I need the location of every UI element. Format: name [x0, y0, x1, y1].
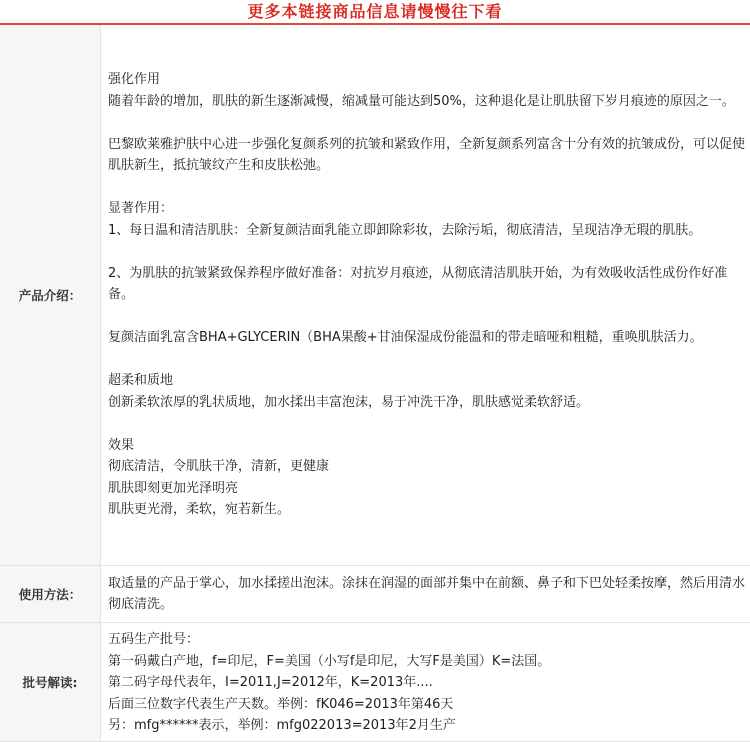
batch-line: 第二码字母代表年，I=2011,J=2012年，K=2013年....: [108, 672, 746, 694]
batch-line: 后面三位数字代表生产天数。举例：fK046=2013年第46天: [108, 694, 746, 716]
intro-line: 肌肤即刻更加光泽明亮: [108, 478, 746, 500]
batch-decode-content: [101, 623, 750, 742]
row-batch-decode: [0, 623, 750, 742]
intro-line: 1、每日温和清洁肌肤：全新复颜洁面乳能立即卸除彩妆，去除污垢，彻底清洁，呈现洁净无瑕的肌肤。: [108, 220, 746, 242]
row-product-intro: [0, 25, 750, 566]
intro-line: 强化作用: [108, 69, 746, 91]
intro-line: 复颜洁面乳富含BHA+GLYCERIN（BHA果酸+甘油保湿成份能温和的带走暗哑和粗糙，重唤肌肤活力。: [108, 327, 746, 349]
row-usage-method: [0, 566, 750, 623]
intro-gap: [108, 413, 746, 435]
banner-notice: 更多本链接商品信息请慢慢往下看: [0, 0, 750, 24]
intro-line: 效果: [108, 435, 746, 457]
label-usage-method: 使用方法：: [0, 566, 101, 623]
intro-line: 巴黎欧莱雅护肤中心进一步强化复颜系列的抗皱和紧致作用，全新复颜系列富含十分有效的抗皱成份，可以促使肌肤新生，抵抗皱纹产生和皮肤松弛。: [108, 134, 746, 177]
intro-gap: [108, 112, 746, 134]
intro-line: 超柔和质地: [108, 370, 746, 392]
batch-line: 另：mfg******表示，举例：mfg022013=2013年2月生产: [108, 715, 746, 737]
intro-line: 彻底清洁，令肌肤干净，清新，更健康: [108, 456, 746, 478]
usage-method-text: 取适量的产品于掌心，加水揉搓出泡沫。涂抹在润湿的面部并集中在前额、鼻子和下巴处轻柔按摩，然后用清水彻底清洗。: [101, 566, 750, 623]
intro-line: 肌肤更光滑，柔软，宛若新生。: [108, 499, 746, 521]
intro-line: 2、为肌肤的抗皱紧致保养程序做好准备：对抗岁月痕迹，从彻底清洁肌肤开始，为有效吸收活性成份作好准备。: [108, 263, 746, 306]
intro-gap: [108, 177, 746, 199]
batch-line: 第一码戴白产地，f=印尼，F=美国（小写f是印尼，大写F是美国）K=法国。: [108, 651, 746, 673]
intro-line: 随着年龄的增加，肌肤的新生逐渐减慢，缩减量可能达到50%，这种退化是让肌肤留下岁月痕迹的原因之一。: [108, 91, 746, 113]
intro-gap: [108, 306, 746, 328]
intro-line: 创新柔软浓厚的乳状质地，加水揉出丰富泡沫，易于冲洗干净，肌肤感觉柔软舒适。: [108, 392, 746, 414]
intro-line: 显著作用：: [108, 198, 746, 220]
batch-line: 五码生产批号：: [108, 629, 746, 651]
product-intro-content: [101, 25, 750, 566]
label-product-intro: 产品介绍：: [0, 25, 101, 566]
intro-gap: [108, 349, 746, 371]
label-batch-decode: 批号解读:: [0, 623, 101, 742]
intro-gap: [108, 241, 746, 263]
product-info-table: [0, 25, 750, 742]
